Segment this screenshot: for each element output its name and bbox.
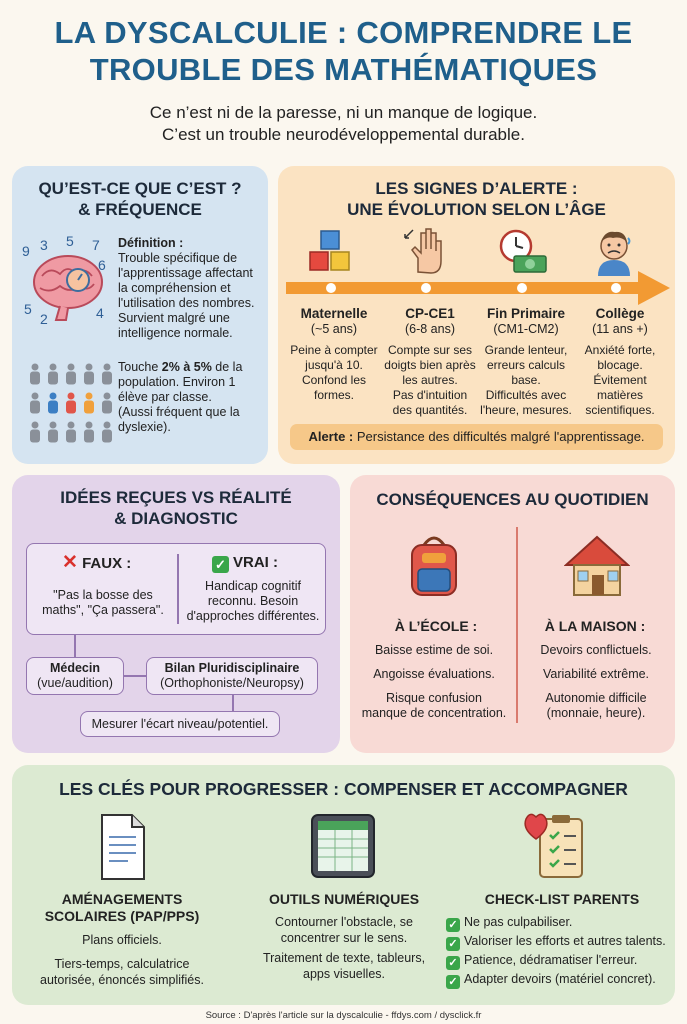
stage-line: formes.: [313, 388, 354, 402]
digit-3: 3: [40, 237, 48, 253]
cubes-icon: [306, 228, 354, 276]
person-icon: [99, 392, 115, 414]
true-line: Handicap cognitif: [205, 579, 301, 593]
frequency-line: dyslexie).: [118, 420, 171, 434]
checklist-text: Adapter devoirs (matériel concret).: [464, 972, 656, 986]
stage-line: erreurs calculs: [486, 358, 566, 372]
definition-label: Définition :: [118, 236, 184, 250]
false-text: [30, 588, 176, 618]
true-line: reconnu. Besoin: [207, 594, 299, 608]
person-icon: [63, 363, 79, 385]
bilan-label: Bilan Pluridisciplinaire: [164, 661, 300, 675]
signs-title-line-2: UNE ÉVOLUTION SELON L’ÂGE: [347, 200, 606, 219]
alert-label: Alerte :: [308, 429, 354, 444]
consequences-panel: [350, 475, 675, 753]
stage-name: Collège: [595, 306, 645, 321]
col2-title: OUTILS NUMÉRIQUES: [268, 891, 420, 907]
consequence-line: Risque confusion: [386, 691, 482, 705]
person-icon: [99, 421, 115, 443]
stage-age: (~5 ans): [310, 322, 358, 336]
subtitle-line-2: C’est un trouble neurodéveloppemental durable.: [162, 125, 525, 144]
anxious-student-icon: [590, 226, 638, 276]
person-icon: [63, 392, 79, 414]
col1-title-line-2: SCOLAIRES (PAP/PPS): [44, 908, 200, 924]
check-icon: ✓: [212, 556, 229, 573]
col1-title: [22, 891, 222, 925]
definition-line: Survient malgré une: [118, 311, 230, 325]
title-line-1: LA DYSCALCULIE : COMPRENDRE LE: [54, 15, 633, 50]
home-label: À LA MAISON :: [544, 618, 646, 634]
key-line: Contourner l'obstacle, se: [275, 915, 413, 929]
checklist-text: Valoriser les efforts et autres talents.: [464, 934, 666, 948]
stage-age: (6-8 ans): [404, 322, 456, 336]
school-label: À L’ÉCOLE :: [394, 618, 478, 634]
digit-9: 9: [22, 243, 30, 259]
stage-line: Pas d'intuition: [392, 388, 468, 402]
key-line: Tiers-temps, calculatrice: [54, 957, 190, 971]
page-title: [0, 14, 687, 88]
tablet-spreadsheet-icon: [308, 813, 378, 879]
stage-age: (11 ans +): [592, 322, 648, 336]
col3-title: CHECK-LIST PARENTS: [484, 891, 640, 907]
digit-4: 4: [96, 305, 104, 321]
person-icon: [81, 363, 97, 385]
definition-title-line-2: & FRÉQUENCE: [78, 200, 202, 219]
consequence-line: Autonomie difficile: [545, 691, 647, 705]
true-text: [178, 579, 328, 624]
false-line: maths", "Ça passera".: [42, 603, 164, 617]
true-line: d'approches différentes.: [186, 609, 320, 623]
alert-banner: [290, 424, 663, 450]
check-icon: ✓: [446, 956, 460, 970]
true-heading: [212, 555, 278, 573]
stage-name: CP-CE1: [405, 306, 455, 321]
frequency-suffix: de la: [211, 360, 243, 374]
false-heading: [62, 552, 132, 573]
stage-line: Peine à compter: [290, 343, 378, 357]
alert-text: Persistance des difficultés malgré l'apprentissage.: [353, 429, 645, 444]
checklist-item: [446, 934, 672, 951]
person-icon: [99, 363, 115, 385]
stage-name: Fin Primaire: [486, 306, 566, 321]
checklist-item: [446, 972, 672, 989]
digit-5-bottom: 5: [24, 301, 32, 317]
keys-title: LES CLÉS POUR PROGRESSER : COMPENSER ET ACCOMPAGNER: [59, 779, 628, 799]
bilan-box: [146, 657, 318, 695]
person-icon: [45, 392, 61, 414]
person-icon: [63, 421, 79, 443]
keys-panel: [12, 765, 675, 1005]
definition-line: Trouble spécifique de: [118, 251, 238, 265]
key-line: Traitement de texte, tableurs,: [262, 951, 426, 965]
stage-line: matières: [596, 388, 643, 402]
definition-line: l'utilisation des nombres.: [118, 296, 255, 310]
doctor-label: Médecin: [49, 661, 100, 675]
consequence-line: Angoisse évaluations.: [373, 667, 495, 681]
person-icon: [45, 363, 61, 385]
consequence-line: manque de concentration.: [361, 706, 507, 720]
check-icon: ✓: [446, 918, 460, 932]
bilan-sub: (Orthophoniste/Neuropsy): [160, 676, 304, 690]
checklist-text: Ne pas culpabiliser.: [464, 915, 573, 929]
person-icon: [27, 392, 43, 414]
doctor-box: [26, 657, 124, 695]
definition-line: intelligence normale.: [118, 326, 233, 340]
signs-title: [278, 178, 675, 220]
check-icon: ✓: [446, 937, 460, 951]
timeline-arrow: [286, 271, 670, 305]
stage-line: Difficultés avec: [485, 388, 567, 402]
person-icon: [27, 363, 43, 385]
stage-age: (CM1-CM2): [493, 322, 559, 336]
digit-7: 7: [92, 237, 100, 253]
counting-hand-icon: [402, 226, 452, 276]
definition-line: la compréhension et: [118, 281, 231, 295]
source-footer: Source : D'après l'article sur la dyscalculie - ffdys.com / dysclick.fr: [205, 1010, 482, 1021]
population-people-icon: [26, 362, 118, 449]
digit-2: 2: [40, 311, 48, 327]
consequence-line: (monnaie, heure).: [546, 706, 646, 720]
stage-line: base.: [511, 373, 541, 387]
stage-line: doigts bien après: [384, 358, 476, 372]
person-icon: [81, 421, 97, 443]
stage-name: Maternelle: [300, 306, 368, 321]
stage-line: Grande lenteur,: [484, 343, 568, 357]
stage-line: des quantités.: [392, 403, 468, 417]
title-line-2: TROUBLE DES MATHÉMATIQUES: [89, 52, 598, 87]
definition-title-line-1: QU’EST-CE QUE C’EST ?: [38, 179, 242, 198]
digit-5-top: 5: [66, 233, 74, 249]
frequency-prefix: Touche: [118, 360, 162, 374]
key-line: apps visuelles.: [303, 967, 385, 981]
true-label: VRAI :: [233, 554, 278, 571]
measure-box: [80, 711, 280, 737]
definition-line: l'apprentissage affectant: [118, 266, 253, 280]
stage-line: Compte sur ses: [387, 343, 473, 357]
consequence-line: Variabilité extrême.: [542, 667, 650, 681]
frequency-line: population. Environ 1: [118, 375, 236, 389]
person-icon: [81, 392, 97, 414]
document-icon: [98, 813, 148, 881]
stage-line: les autres.: [402, 373, 458, 387]
person-icon: [45, 421, 61, 443]
subtitle-line-1: Ce n’est ni de la paresse, ni un manque de logique.: [149, 103, 538, 122]
doctor-sub: (vue/audition): [37, 676, 113, 690]
house-icon: [564, 535, 630, 597]
consequences-title: CONSÉQUENCES AU QUOTIDIEN: [376, 490, 649, 509]
stage-line: Évitement: [593, 373, 647, 387]
consequence-line: Devoirs conflictuels.: [540, 643, 652, 657]
myths-title-line-1: IDÉES REÇUES VS RÉALITÉ: [60, 488, 292, 507]
myths-panel: [12, 475, 340, 753]
definition-text: [118, 251, 264, 341]
cross-icon: ✕: [62, 552, 78, 573]
stage-line: Confond les: [301, 373, 367, 387]
frequency-line: (Aussi fréquent que la: [118, 405, 240, 419]
frequency-text: [118, 360, 266, 435]
stage-line: l'heure, mesures.: [480, 403, 572, 417]
key-line: autorisée, énoncés simplifiés.: [40, 973, 204, 987]
myths-title-line-2: & DIAGNOSTIC: [114, 509, 238, 528]
col1-title-line-1: AMÉNAGEMENTS: [61, 891, 183, 907]
check-icon: ✓: [446, 975, 460, 989]
brain-icon: [18, 233, 120, 328]
myths-title: [12, 487, 340, 529]
stage-line: jusqu'à 10.: [305, 358, 363, 372]
checklist-item: [446, 915, 672, 932]
digit-6: 6: [98, 257, 106, 273]
warning-signs-panel: [278, 166, 675, 464]
frequency-line: élève par classe.: [118, 390, 212, 404]
checklist-text: Patience, dédramatiser l'erreur.: [464, 953, 638, 967]
signs-title-line-1: LES SIGNES D’ALERTE :: [375, 179, 578, 198]
stage-line: scientifiques.: [585, 403, 655, 417]
person-icon: [27, 421, 43, 443]
clock-money-icon: [496, 228, 550, 276]
false-line: "Pas la bosse des: [53, 588, 153, 602]
measure-label: Mesurer l'écart niveau/potentiel.: [91, 717, 269, 731]
stage-line: Anxiété forte,: [584, 343, 656, 357]
checklist-item: [446, 953, 672, 970]
key-line: concentrer sur le sens.: [280, 931, 408, 945]
definition-title: [12, 178, 268, 220]
heart-checklist-icon: [522, 809, 588, 881]
frequency-percent: 2% à 5%: [161, 360, 212, 374]
false-label: FAUX :: [82, 555, 132, 572]
consequence-line: Baisse estime de soi.: [374, 643, 494, 657]
stage-line: blocage.: [597, 358, 643, 372]
key-line: Plans officiels.: [82, 933, 162, 947]
subtitle: [0, 102, 687, 146]
definition-panel: [12, 166, 268, 464]
backpack-icon: [404, 533, 464, 599]
